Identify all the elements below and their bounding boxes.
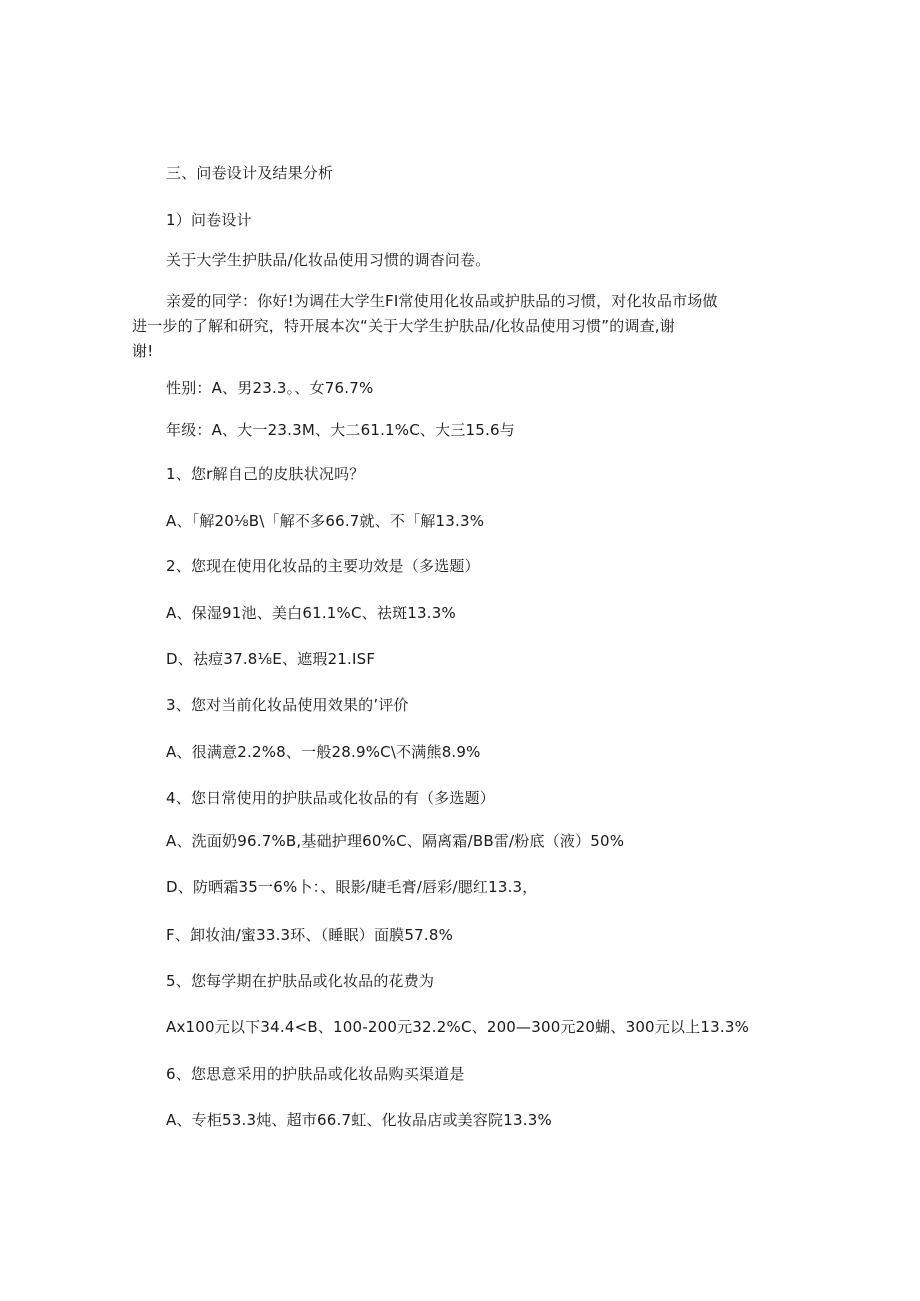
answer-3-1: A、很满意2.2%8、一般28.9%C\不满熊8.9% bbox=[166, 743, 481, 761]
subsection-heading: 1）问卷设计 bbox=[166, 211, 252, 229]
gender-line: 性别：A、男23.3。、女76.7% bbox=[166, 379, 374, 397]
question-3: 3、您对当前化妆品使用效果的’评价 bbox=[166, 696, 409, 714]
question-1: 1、您r解自己的皮肤状况吗？ bbox=[166, 465, 365, 483]
intro-line-2: 进一步的了解和研究，特开展本次“关于大学生护肤品/化妆品使用习惯”的调查,谢 bbox=[132, 317, 675, 335]
answer-4-2: D、防晒霜35一6%卜：、眼影/睫毛膏/唇彩/腮红13.3， bbox=[166, 878, 538, 896]
intro-line-3: 谢! bbox=[132, 342, 154, 360]
intro-line-1: 亲爱的同学：你好!为调茌大学生FI常使用化妆品或护肤品的习惯，对化妆品市场做 bbox=[166, 292, 718, 310]
answer-4-3: F、卸妆油/蜜33.3环、（睡眠）面膜57.8% bbox=[166, 926, 454, 944]
grade-line: 年级：A、大一23.3M、大二61.1%C、大三15.6与 bbox=[166, 421, 515, 439]
question-2: 2、您现在使用化妆品的主要功效是（多选题） bbox=[166, 557, 480, 575]
question-4: 4、您日常使用的护肤品或化妆品的有（多选题） bbox=[166, 789, 495, 807]
answer-6-1: A、专柜53.3炖、超市66.7虹、化妆品店或美容院13.3% bbox=[166, 1111, 552, 1129]
answer-2-2: D、祛痘37.8⅛E、遮瑕21.ISF bbox=[166, 650, 376, 668]
question-6: 6、您思意采用的护肤品或化妆品购买渠道是 bbox=[166, 1065, 465, 1083]
question-5: 5、您每学期在护肤品或化妆品的花费为 bbox=[166, 972, 435, 990]
answer-4-1: A、洗面奶96.7%B,基础护理60%C、隔离霜/BB雷/粉底（液）50% bbox=[166, 832, 625, 850]
section-heading: 三、问卷设计及结果分析 bbox=[166, 164, 334, 182]
answer-5-1: Ax100元以下34.4<B、100-200元32.2%C、200—300元20蝴、300元以上13.3% bbox=[166, 1018, 750, 1036]
answer-1-1: A、「解20⅛B\「解不多66.7就、不「解13.3% bbox=[166, 512, 485, 530]
answer-2-1: A、保湿91池、美白61.1%C、祛斑13.3% bbox=[166, 604, 456, 622]
survey-title: 关于大学生护肤品/化妆品使用习惯的调杳问卷。 bbox=[166, 251, 491, 269]
